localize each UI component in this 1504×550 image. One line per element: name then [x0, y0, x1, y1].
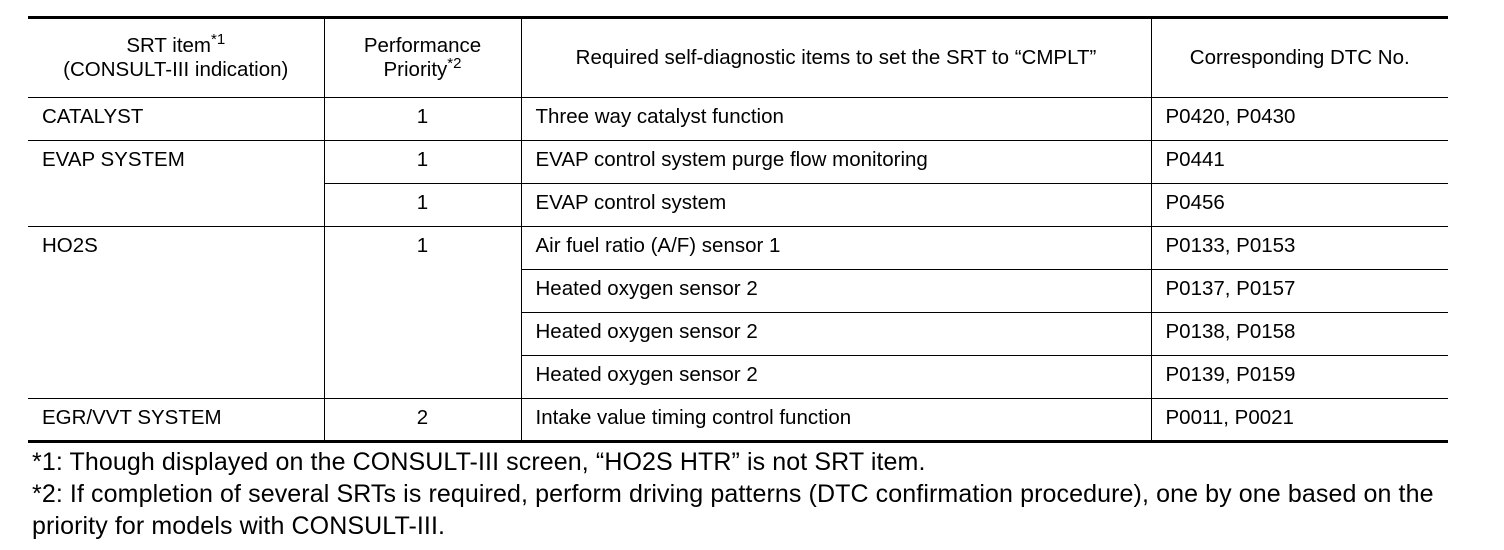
header-required-items: Required self-diagnostic items to set the SRT to “CMPLT”	[521, 18, 1151, 98]
dtc-cell: P0137, P0157	[1151, 270, 1448, 313]
required-item-cell: EVAP control system	[521, 184, 1151, 227]
dtc-cell: P0011, P0021	[1151, 399, 1448, 442]
header-srt-item-sub: (CONSULT-III indication)	[63, 58, 289, 81]
required-item-cell: EVAP control system purge flow monitoring	[521, 141, 1151, 184]
footnotes	[32, 446, 1452, 542]
srt-table	[28, 16, 1448, 443]
header-srt-item-note: *1	[211, 31, 226, 48]
table-row	[28, 227, 1448, 270]
header-srt-item	[28, 18, 324, 98]
footnote-2: *2: If completion of several SRTs is required, perform driving patterns (DTC confirmation procedure), one by one based on the priority for models with CONSULT-III.	[32, 480, 1434, 540]
header-row	[28, 18, 1448, 98]
required-item-cell: Three way catalyst function	[521, 98, 1151, 141]
header-dtc: Corresponding DTC No.	[1151, 18, 1448, 98]
header-priority-line2: Priority	[383, 58, 448, 81]
header-srt-item-label: SRT item	[126, 34, 211, 57]
srt-item-catalyst: CATALYST	[28, 98, 324, 141]
required-item-cell: Heated oxygen sensor 2	[521, 270, 1151, 313]
dtc-cell: P0420, P0430	[1151, 98, 1448, 141]
table-row	[28, 141, 1448, 184]
dtc-cell: P0456	[1151, 184, 1448, 227]
priority-cell: 2	[324, 399, 521, 442]
required-item-cell: Heated oxygen sensor 2	[521, 356, 1151, 399]
dtc-cell: P0139, P0159	[1151, 356, 1448, 399]
header-priority	[324, 18, 521, 98]
srt-item-ho2s: HO2S	[28, 227, 324, 399]
priority-cell: 1	[324, 141, 521, 184]
table-row	[28, 399, 1448, 442]
table-row	[28, 98, 1448, 141]
required-item-cell: Intake value timing control function	[521, 399, 1151, 442]
required-item-cell: Heated oxygen sensor 2	[521, 313, 1151, 356]
dtc-cell: P0133, P0153	[1151, 227, 1448, 270]
priority-cell: 1	[324, 227, 521, 399]
srt-item-evap: EVAP SYSTEM	[28, 141, 324, 227]
header-priority-line1: Performance	[363, 34, 482, 57]
dtc-cell: P0138, P0158	[1151, 313, 1448, 356]
header-priority-note: *2	[447, 55, 462, 72]
priority-cell: 1	[324, 98, 521, 141]
srt-item-egr: EGR/VVT SYSTEM	[28, 399, 324, 442]
footnote-1: *1: Though displayed on the CONSULT-III screen, “HO2S HTR” is not SRT item.	[32, 448, 926, 476]
required-item-cell: Air fuel ratio (A/F) sensor 1	[521, 227, 1151, 270]
dtc-cell: P0441	[1151, 141, 1448, 184]
priority-cell: 1	[324, 184, 521, 227]
